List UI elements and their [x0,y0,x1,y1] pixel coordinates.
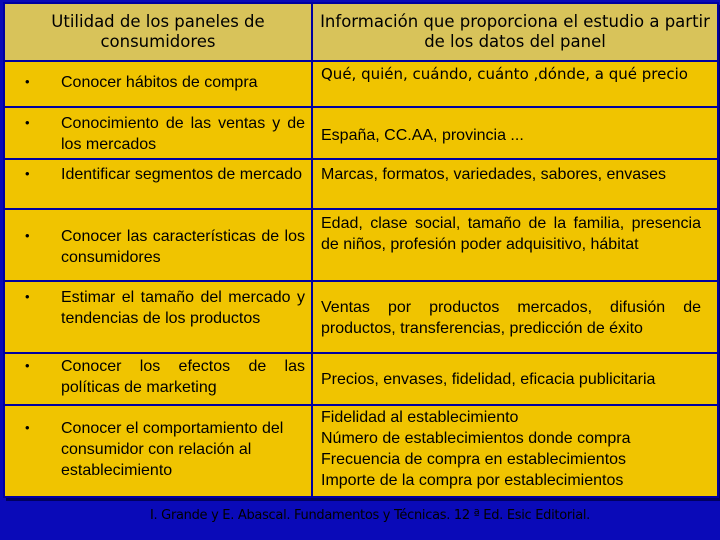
row-left-cell [5,210,313,280]
row-left-text: Conocer los efectos de las políticas de marketing [61,358,305,396]
row-left-cell [5,62,313,106]
row-right-cell [313,354,717,404]
row-left-text: Conocer las características de los consumidores [61,228,305,266]
right-line: Importe de la compra por establecimientos [321,472,624,489]
row-left-text: Conocer el comportamiento del consumidor con relación al establecimiento [61,420,284,479]
row-right-text: Qué, quién, cuándo, cuánto ,dónde, a qué precio [321,65,688,83]
bullet: • [25,358,30,373]
bullet: • [25,420,30,435]
table-row [5,282,717,352]
row-right-text: Edad, clase social, tamaño de la familia, presencia de niños, profesión poder adquisitivo, hábitat [321,215,701,253]
bullet: • [25,289,30,304]
bullet: • [25,115,30,130]
row-right-cell [313,108,717,158]
row-left-cell [5,354,313,404]
header-right [313,4,717,62]
bullet: • [25,166,30,181]
row-left-cell [5,108,313,158]
table-row [5,354,717,404]
row-right-cell [313,62,717,106]
row-left-text: Identificar segmentos de mercado [61,166,303,183]
header-left [5,4,313,62]
bullet: • [25,228,30,243]
header-right-text: Información que proporciona el estudio a partir de los datos del panel [320,12,710,51]
table-row [5,160,717,208]
header-left-text: Utilidad de los paneles de consumidores [51,12,265,51]
row-right-cell [313,406,717,496]
row-left-text: Estimar el tamaño del mercado y tendencias de los productos [61,289,305,327]
right-line: Frecuencia de compra en establecimientos [321,451,627,468]
row-left-text: Conocer hábitos de compra [61,74,258,91]
row-right-text: España, CC.AA, provincia ... [321,127,524,144]
right-line: Número de establecimientos donde compra [321,430,631,447]
row-right-text: Marcas, formatos, variedades, sabores, envases [321,166,667,183]
right-line: Fidelidad al establecimiento [321,409,519,426]
row-right-text: Precios, envases, fidelidad, eficacia publicitaria [321,371,656,388]
row-right-cell [313,210,717,280]
bullet: • [25,74,30,89]
row-right-cell [313,160,717,208]
citation-footer: I. Grande y E. Abascal. Fundamentos y Técnicas. 12 ª Ed. Esic Editorial. [149,508,591,523]
table-row [5,406,717,496]
row-left-text: Conocimiento de las ventas y de los mercados [61,115,305,153]
row-left-cell [5,406,313,496]
table-row [5,210,717,280]
table-row [5,62,717,106]
row-left-cell [5,282,313,352]
comparison-table [3,2,719,498]
row-left-cell [5,160,313,208]
table-row [5,108,717,158]
row-right-cell [313,282,717,352]
row-right-lines [321,407,701,491]
row-right-text: Ventas por productos mercados, difusión de productos, transferencias, predicción de éxito [321,299,701,337]
